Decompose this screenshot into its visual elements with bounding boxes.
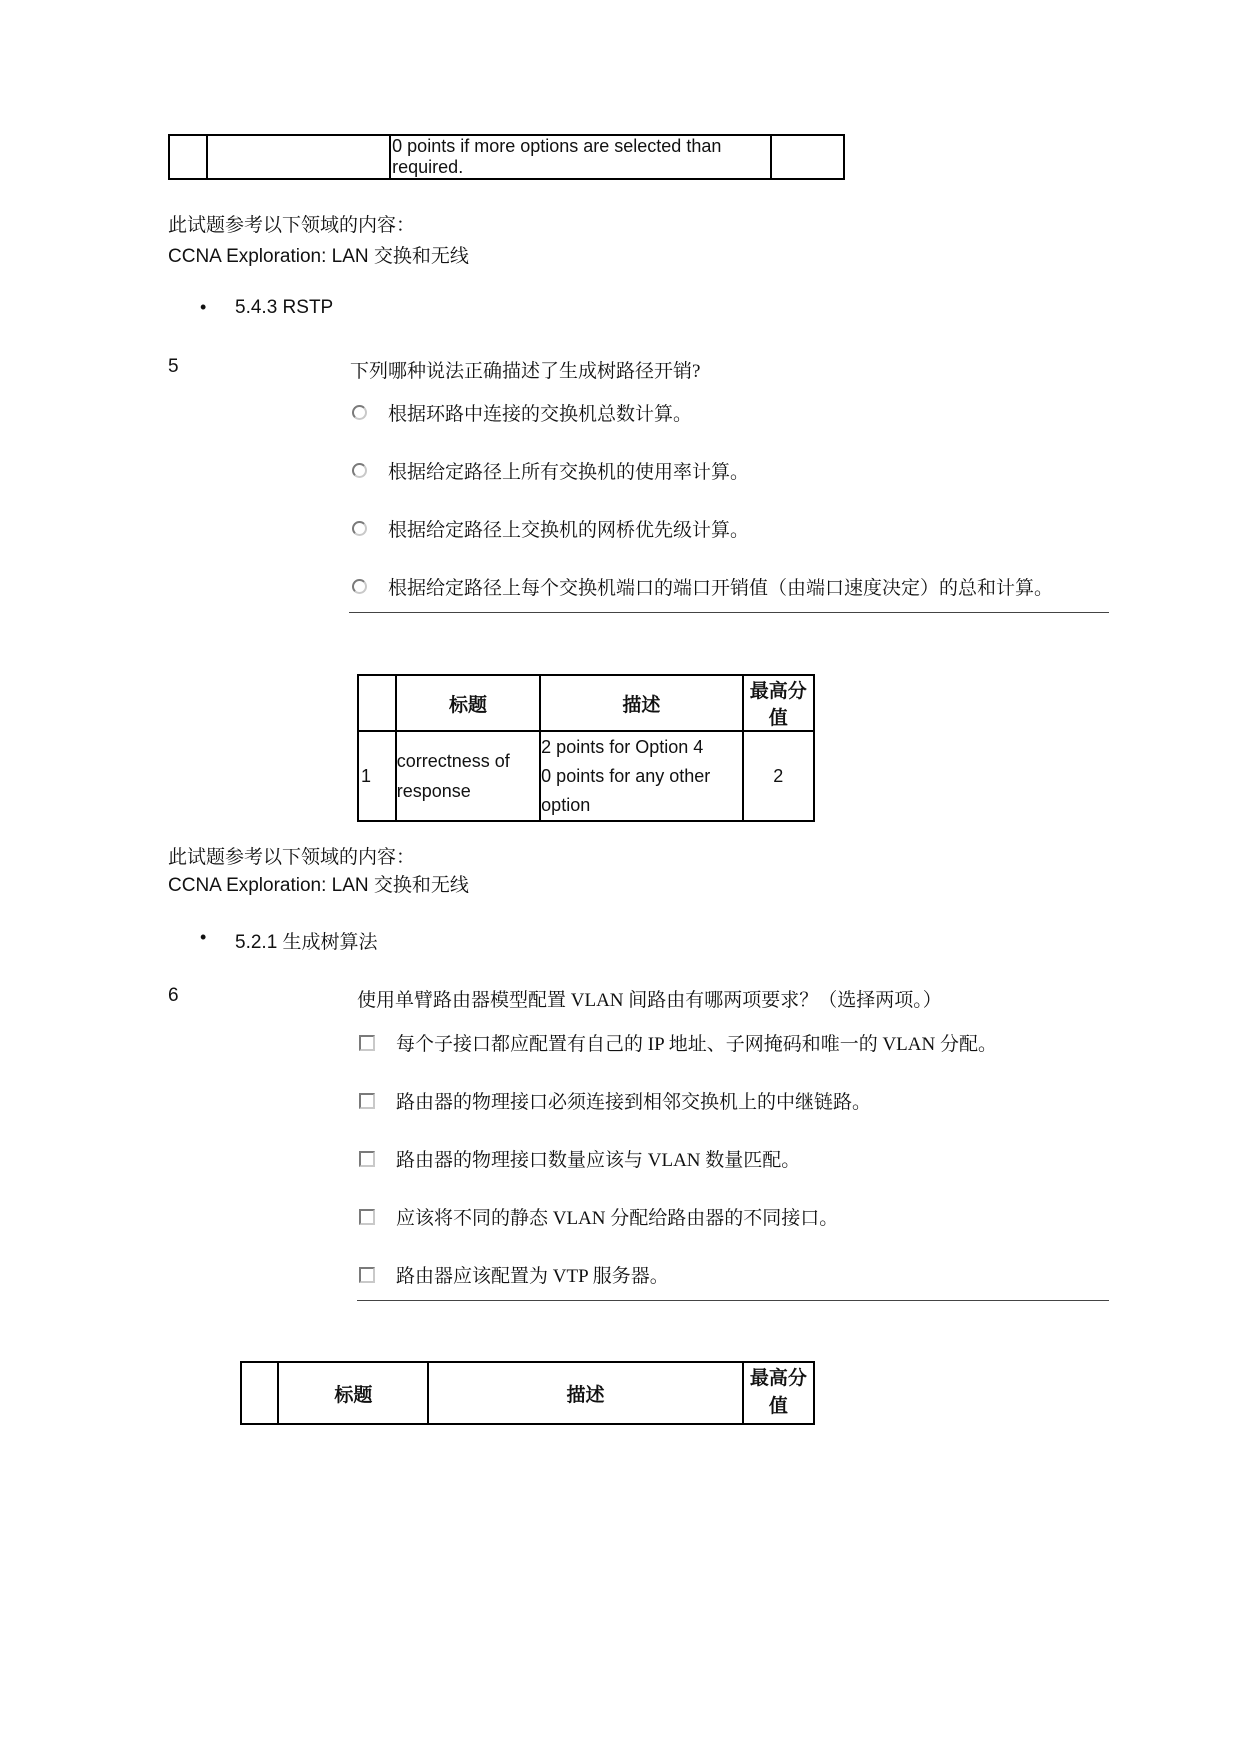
reference-intro: 此试题参考以下领域的内容： [168, 215, 416, 236]
radio-button-icon[interactable] [352, 521, 367, 536]
row-title: correctness of response [396, 731, 540, 821]
answer-option-3[interactable] [359, 1145, 800, 1172]
description-line: 2 points for Option 4 [541, 737, 704, 757]
bullet-dot: • [200, 927, 207, 947]
answer-option-5[interactable] [359, 1261, 669, 1288]
table-header-row [241, 1362, 814, 1424]
option-label: 路由器的物理接口数量应该与 VLAN 数量匹配。 [396, 1150, 801, 1171]
topic-number: 5.2.1 [235, 932, 278, 953]
option-label: 根据环路中连接的交换机总数计算。 [388, 404, 693, 425]
checkbox-icon[interactable] [359, 1267, 375, 1283]
radio-button-icon[interactable] [352, 405, 367, 420]
option-label: 根据给定路径上每个交换机端口的端口开销值（由端口速度决定）的总和计算。 [388, 578, 1054, 599]
reference-course [168, 870, 469, 897]
table-cell: 0 points if more options are selected than required. [390, 135, 770, 179]
checkbox-icon[interactable] [359, 1209, 375, 1225]
answer-option-3[interactable] [352, 515, 749, 542]
reference-course [168, 241, 469, 268]
course-suffix: 交换和无线 [373, 246, 469, 267]
previous-rubric-table [168, 134, 845, 180]
table-header-row [358, 675, 814, 731]
answer-option-2[interactable] [352, 457, 749, 484]
header-cell [358, 675, 396, 731]
header-cell [241, 1362, 278, 1424]
header-max-score: 最高分值 [743, 1362, 814, 1424]
course-suffix: 交换和无线 [373, 875, 469, 896]
answer-option-4[interactable] [359, 1203, 838, 1230]
checkbox-icon[interactable] [359, 1151, 375, 1167]
question-number: 6 [168, 985, 179, 1006]
row-description [540, 731, 742, 821]
question-text: 使用单臂路由器模型配置 VLAN 间路由有哪两项要求？（选择两项。） [357, 990, 942, 1011]
checkbox-icon[interactable] [359, 1035, 375, 1051]
topic-number: 5.4.3 [235, 297, 278, 318]
table-cell [207, 135, 390, 179]
answer-option-1[interactable] [352, 399, 692, 426]
course-prefix: CCNA Exploration: LAN [168, 246, 374, 267]
option-label: 根据给定路径上交换机的网桥优先级计算。 [388, 520, 750, 541]
header-max-score: 最高分值 [743, 675, 814, 731]
radio-button-icon[interactable] [352, 463, 367, 478]
answer-option-2[interactable] [359, 1087, 871, 1114]
row-max-score: 2 [743, 731, 814, 821]
header-description: 描述 [540, 675, 742, 731]
row-id: 1 [358, 731, 396, 821]
radio-button-icon[interactable] [352, 579, 367, 594]
divider [349, 612, 1109, 613]
bullet-dot: • [200, 297, 207, 317]
table-cell [771, 135, 844, 179]
topic-name: 生成树算法 [282, 932, 378, 953]
checkbox-icon[interactable] [359, 1093, 375, 1109]
table-cell [169, 135, 207, 179]
reference-topic [235, 927, 378, 954]
option-label: 每个子接口都应配置有自己的 IP 地址、子网掩码和唯一的 VLAN 分配。 [396, 1034, 997, 1055]
option-label: 路由器应该配置为 VTP 服务器。 [396, 1266, 669, 1287]
header-description: 描述 [428, 1362, 742, 1424]
reference-intro: 此试题参考以下领域的内容： [168, 847, 416, 868]
rubric-table [357, 674, 815, 822]
table-row [169, 135, 844, 179]
question-number: 5 [168, 356, 179, 377]
reference-topic [235, 297, 333, 319]
description-line: 0 points for any other option [541, 766, 711, 815]
topic-name: RSTP [282, 297, 334, 318]
header-title: 标题 [278, 1362, 428, 1424]
course-prefix: CCNA Exploration: LAN [168, 875, 374, 896]
divider [357, 1300, 1109, 1301]
header-title: 标题 [396, 675, 540, 731]
option-label: 根据给定路径上所有交换机的使用率计算。 [388, 462, 750, 483]
answer-option-1[interactable] [359, 1029, 997, 1056]
answer-option-4[interactable] [352, 573, 1053, 600]
table-row [358, 731, 814, 821]
option-label: 路由器的物理接口必须连接到相邻交换机上的中继链路。 [396, 1092, 872, 1113]
rubric-table [240, 1361, 815, 1425]
option-label: 应该将不同的静态 VLAN 分配给路由器的不同接口。 [396, 1208, 839, 1229]
question-text: 下列哪种说法正确描述了生成树路径开销? [350, 361, 701, 382]
